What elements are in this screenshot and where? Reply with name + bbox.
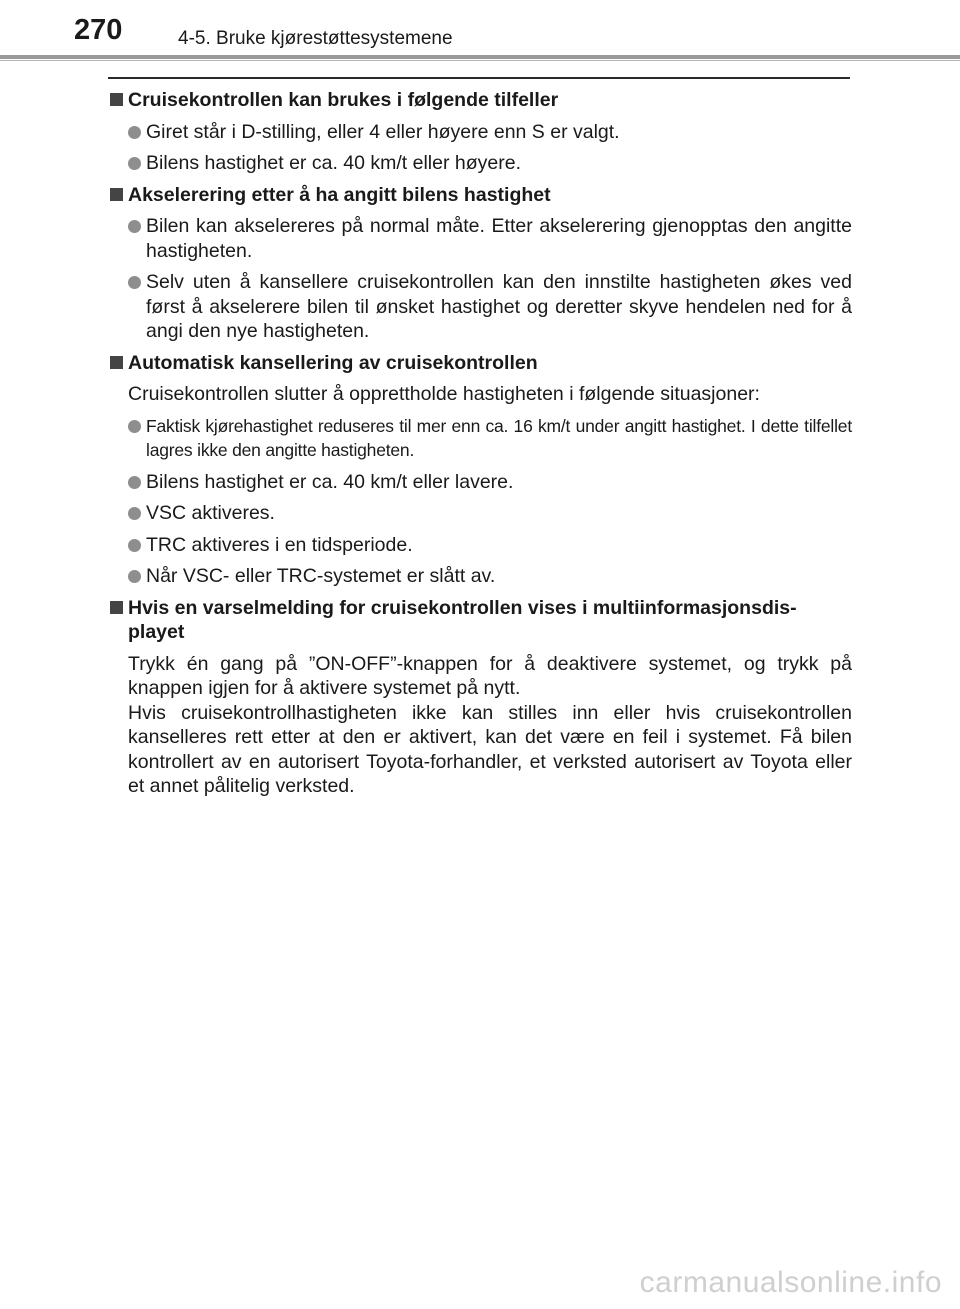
- list-item: [110, 564, 852, 589]
- round-bullet-icon: [128, 126, 141, 139]
- list-item: [110, 501, 852, 526]
- header-divider-thin: [0, 60, 960, 61]
- list-item: [110, 470, 852, 495]
- list-item: [110, 151, 852, 176]
- list-item-text: Bilen kan akselereres på normal måte. Etter akselerering gjenopptas den angitte hastigheten.: [146, 215, 852, 262]
- list-item-text: Bilens hastighet er ca. 40 km/t eller høyere.: [146, 152, 522, 174]
- list-item: [110, 533, 852, 558]
- list-item-text: Giret står i D-stilling, eller 4 eller høyere enn S er valgt.: [146, 120, 620, 143]
- section-heading: [110, 596, 852, 645]
- chapter-title: 4-5. Bruke kjørestøttesystemene: [178, 28, 453, 49]
- list-item-text: Faktisk kjørehastighet reduseres til mer enn ca. 16 km/t under angitt hastighet. I dette tilfellet lagres ikke den angitte hastigheten.: [146, 415, 852, 460]
- round-bullet-icon: [128, 220, 141, 233]
- section-heading-text: Akselerering etter å ha angitt bilens hastighet: [128, 183, 551, 206]
- content-top-rule: [108, 77, 850, 79]
- round-bullet-icon: [128, 507, 141, 520]
- list-item: [110, 120, 852, 145]
- section-heading: [110, 88, 852, 113]
- paragraph: [110, 652, 852, 799]
- section-heading-text: Cruisekontrollen kan brukes i følgende tilfeller: [128, 89, 559, 111]
- section-heading-text: Hvis en varselmelding for cruisekontrollen vises i multiinformasjonsdis-playet: [128, 596, 797, 643]
- page-number: 270: [74, 14, 123, 46]
- square-bullet-icon: [110, 601, 123, 614]
- list-item-text: TRC aktiveres i en tidsperiode.: [146, 533, 413, 556]
- list-item-text: Selv uten å kansellere cruisekontrollen kan den innstilte hastigheten økes ved først å akselerere bilen til ønsket hastighet og deretter skyve hendelen ned for å angi den nye hastigheten.: [146, 271, 852, 342]
- section-intro: Cruisekontrollen slutter å opprettholde hastigheten i følgende situasjoner:: [128, 383, 760, 405]
- round-bullet-icon: [128, 570, 141, 583]
- page-content: [110, 88, 852, 806]
- paragraph-text: Hvis cruisekontrollhastigheten ikke kan stilles inn eller hvis cruisekontrollen kanselleres rett etter at den er aktivert, kan det være en feil i systemet. Få bilen kontrollert av en autorisert Toyota-forhandler, et verksted autorisert av Toyota eller et annet pålitelig verksted.: [128, 701, 852, 797]
- round-bullet-icon: [128, 539, 141, 552]
- square-bullet-icon: [110, 93, 123, 106]
- section-heading-text: Automatisk kansellering av cruisekontrollen: [128, 351, 538, 374]
- watermark: carmanualsonline.info: [639, 1266, 942, 1299]
- list-item: [110, 214, 852, 263]
- square-bullet-icon: [110, 188, 123, 201]
- paragraph-text: Trykk én gang på ”ON-OFF”-knappen for å deaktivere systemet, og trykk på knappen igjen for å aktivere systemet på nytt.: [128, 652, 852, 699]
- list-item-text: Bilens hastighet er ca. 40 km/t eller lavere.: [146, 470, 514, 493]
- header-divider: [0, 55, 960, 59]
- list-item-text: VSC aktiveres.: [146, 502, 275, 524]
- list-item-text: Når VSC- eller TRC-systemet er slått av.: [146, 565, 496, 587]
- round-bullet-icon: [128, 157, 141, 170]
- round-bullet-icon: [128, 476, 141, 489]
- page-header: [0, 0, 960, 60]
- list-item: [110, 270, 852, 344]
- square-bullet-icon: [110, 356, 123, 369]
- section-heading: [110, 351, 852, 376]
- section-heading: [110, 183, 852, 208]
- list-item: [110, 414, 852, 463]
- round-bullet-icon: [128, 276, 141, 289]
- round-bullet-icon: [128, 420, 141, 433]
